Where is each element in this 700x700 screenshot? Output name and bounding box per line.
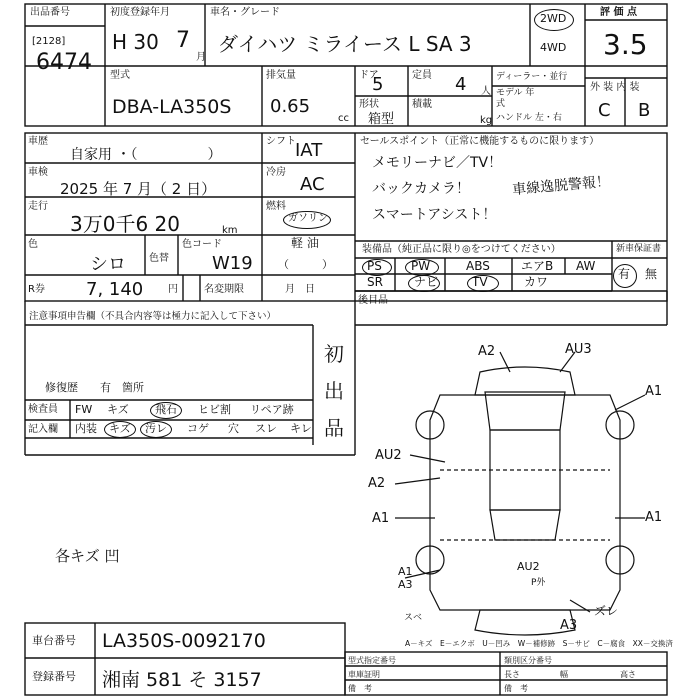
recycle-value: 7, 140	[86, 279, 144, 300]
inspector-fw: FW	[75, 403, 93, 416]
mark-a1-right: A1	[645, 510, 663, 525]
registration-month-unit: 月	[196, 52, 206, 63]
registration-month: 7	[176, 28, 190, 53]
drive-2wd: 2WD	[540, 12, 567, 25]
mark-sube: スベ	[404, 613, 423, 623]
back-seat-label: 後目品	[358, 295, 388, 306]
mark-outer: P外	[531, 578, 546, 588]
footer-remarks-1: 備 考	[348, 684, 372, 693]
footer-height: 高さ	[620, 670, 636, 679]
doors-value: 5	[372, 74, 384, 95]
handle-label: ハンドル 左・右	[496, 113, 562, 123]
equip-pw-circle	[405, 259, 439, 276]
color-code-value: W19	[212, 253, 253, 274]
sales-point-extra: 車線逸脱警報！	[511, 173, 611, 199]
color-code-label: 色コード	[182, 239, 222, 250]
mileage-value: 3万0千6 20	[70, 212, 180, 236]
displacement-value: 0.65	[270, 96, 311, 117]
history-value: 自家用 ・（ ）	[70, 147, 222, 163]
mark-a2-top: A2	[478, 344, 496, 359]
aircon-label: 冷房	[266, 167, 286, 178]
mark-a1-right-top: A1	[645, 384, 663, 399]
car-name-label: 車名・グレード	[210, 7, 280, 18]
equip-tv: TV	[472, 275, 488, 289]
equip-tv-circle	[467, 275, 499, 292]
equip-airbag: エアB	[521, 259, 554, 273]
displacement-label: 排気量	[266, 70, 296, 81]
mark-a3-left: A3	[398, 578, 413, 591]
inspector-crack: ヒビ割	[198, 403, 231, 416]
inspector-burn: コゲ	[187, 422, 209, 435]
shift-value: IAT	[295, 140, 323, 161]
fuel-gasoline: ガソリン	[288, 213, 328, 224]
fuel-label: 燃料	[266, 201, 286, 212]
mark-a1-rear-left: A1	[398, 565, 413, 578]
sales-point-1: メモリーナビ／TV！	[372, 155, 503, 171]
drive-4wd: 4WD	[540, 41, 567, 54]
dealer-label: ディーラー・並行	[496, 72, 568, 82]
recycle-label: R券	[28, 284, 45, 295]
mark-au3-top: AU3	[565, 342, 592, 357]
inspection-label: 車検	[28, 167, 48, 178]
lot-number: 6474	[36, 50, 92, 75]
inspection-value: 2025 年 7 月（ 2 日）	[60, 180, 217, 198]
inspector-tear: キレ	[290, 422, 312, 435]
chassis-value: LA350S-0092170	[102, 630, 266, 652]
equip-ps-circle	[362, 259, 392, 276]
stamp-char-1: 初	[324, 342, 344, 366]
shift-label: シフト	[266, 136, 296, 147]
mileage-label: 走行	[28, 201, 48, 212]
color-label: 色	[28, 239, 38, 250]
equipment-label: 装備品（純正品に限り◎をつけてください）	[362, 244, 561, 255]
equip-leather: カワ	[524, 275, 549, 289]
car-name-value: ダイハツ ミライース L SA 3	[218, 32, 472, 56]
registration-year: H 30	[112, 30, 159, 54]
fuel-other: （ ）	[278, 258, 333, 271]
mileage-unit: km	[222, 225, 238, 236]
model-value: DBA-LA350S	[112, 96, 232, 118]
damage-legend: A－キズ E－エクボ U－凹み W－補修跡 S－サビ C－腐食 XX－交換済	[405, 639, 673, 648]
stamp-char-3: 品	[324, 416, 344, 440]
model-label: 型式	[110, 70, 130, 81]
footer-length: 長さ	[504, 670, 520, 679]
model-year-label: モデル 年式	[496, 88, 535, 109]
score-interior: B	[638, 100, 651, 121]
notes-label: 注意事項申告欄（不具合内容等は極力に記入して下さい）	[29, 311, 277, 322]
footer-remarks-2: 備 考	[504, 684, 528, 693]
score-value: 3.5	[603, 28, 648, 61]
score-sub-label: 外 装 内 装	[590, 82, 640, 93]
capacity-unit: 人	[481, 86, 491, 97]
warranty-no: 無	[645, 267, 658, 281]
sales-point-3: スマートアシスト！	[372, 207, 497, 223]
color-tone-label: 色替	[149, 253, 169, 264]
footer-type-no: 型式指定番号	[348, 656, 396, 665]
equip-ps: PS	[367, 259, 382, 273]
mark-zure: ズレ	[594, 604, 619, 618]
inspector-scratch: キズ	[107, 403, 129, 416]
footer-class-no: 類別区分番号	[504, 656, 552, 665]
fuel-diesel: 軽 油	[291, 236, 319, 250]
equip-abs: ABS	[466, 259, 490, 273]
capacity-value: 4	[455, 74, 467, 95]
chassis-label: 車台番号	[32, 634, 76, 647]
plate-value: 湘南 581 そ 3157	[102, 669, 262, 691]
inspector-int-scratch: キズ	[109, 422, 131, 435]
equip-sr: SR	[367, 275, 383, 289]
registration-label: 初度登録年月	[110, 7, 170, 18]
mark-a1-left: A1	[372, 511, 390, 526]
load-label: 積載	[412, 99, 432, 110]
lot-label: 出品番号	[30, 7, 70, 18]
load-unit: kg	[480, 115, 493, 126]
inspector-hole: 穴	[228, 422, 239, 435]
score-exterior: C	[598, 100, 611, 121]
warranty-label: 新車保証書	[616, 244, 662, 254]
footer-width: 幅	[560, 670, 568, 679]
sales-point-2: バックカメラ！	[372, 181, 470, 197]
sales-points-label: セールスポイント（正常に機能するものに限ります）	[360, 136, 600, 147]
stone-circle	[150, 402, 182, 419]
shape-value: 箱型	[368, 112, 395, 127]
namechange-unit: 月 日	[285, 284, 315, 295]
repair-history: 修復歴 有 箇所	[45, 381, 144, 394]
inspector-interior: 内装	[75, 422, 97, 435]
car-diagram	[395, 352, 645, 635]
lot-code: [2128]	[32, 36, 66, 47]
mark-a3-rear: A3	[560, 618, 578, 633]
displacement-unit: cc	[338, 113, 349, 124]
mark-a2-left: A2	[368, 476, 386, 491]
dirt-circle	[140, 421, 172, 438]
recycle-unit: 円	[168, 284, 178, 295]
int-scratch-circle	[104, 421, 136, 438]
inspector-repair: リペア跡	[250, 403, 294, 416]
mark-au2-left: AU2	[375, 448, 402, 463]
handwritten-note: 各キズ 凹	[55, 547, 120, 565]
equip-navi: ナビ	[414, 275, 439, 289]
doors-label: ドア	[359, 70, 379, 81]
inspector-wear: スレ	[255, 422, 277, 435]
mark-au2-rear: AU2	[517, 560, 540, 573]
score-label: 評 価 点	[600, 7, 637, 18]
inspector-stone: 飛石	[155, 403, 177, 416]
stamp-char-2: 出	[324, 379, 344, 403]
inspector-label-1: 検査員	[28, 404, 58, 415]
equip-aw: AW	[576, 259, 596, 273]
footer-garage: 車庫証明	[348, 670, 380, 679]
history-label: 車歴	[28, 136, 48, 147]
shape-label: 形状	[359, 99, 379, 110]
equip-navi-circle	[408, 275, 440, 292]
inspector-label-2: 記入欄	[28, 424, 58, 435]
color-value: シロ	[90, 254, 126, 275]
aircon-value: AC	[300, 174, 325, 195]
capacity-label: 定員	[412, 70, 432, 81]
namechange-label: 名変期限	[204, 284, 244, 295]
warranty-yes: 有	[618, 267, 631, 281]
plate-label: 登録番号	[32, 670, 76, 683]
inspector-dirt: 汚レ	[145, 422, 167, 435]
equip-pw: PW	[411, 259, 431, 273]
